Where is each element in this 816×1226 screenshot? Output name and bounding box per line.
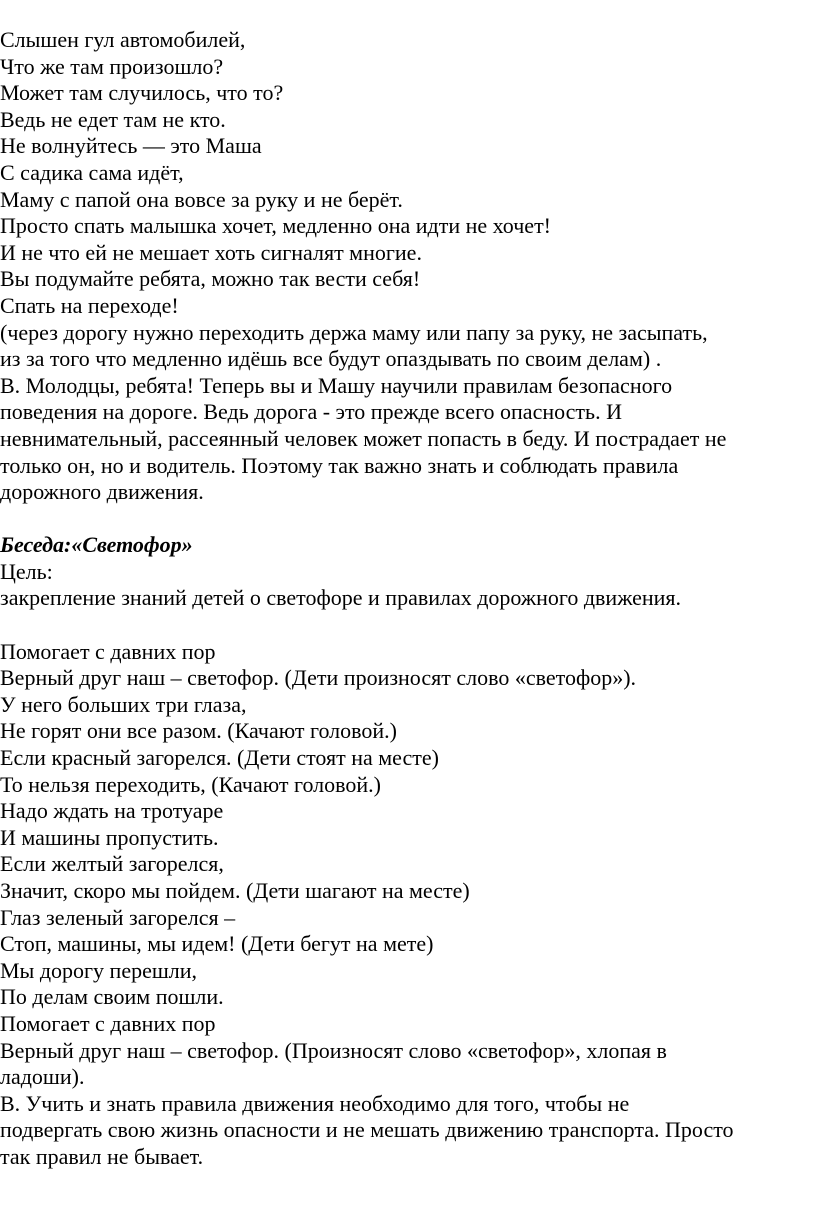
text-line: Вы подумайте ребята, можно так вести себя!	[0, 266, 421, 292]
text-line: Верный друг наш – светофор. (Дети произносят слово «светофор»).	[0, 665, 637, 691]
text-line: Не волнуйтесь — это Маша	[0, 133, 262, 159]
text-line: невнимательный, рассеянный человек может попасть в беду. И пострадает не	[0, 425, 727, 451]
text-line: подвергать свою жизнь опасности и не мешать движению транспорта. Просто	[0, 1117, 734, 1143]
text-line: У него больших три глаза,	[0, 691, 247, 717]
text-line: из за того что медленно идёшь все будут опаздывать по своим делам) .	[0, 346, 662, 372]
text-line: В. Молодцы, ребята! Теперь вы и Машу научили правилам безопасного	[0, 372, 673, 398]
blank-line	[0, 612, 816, 639]
text-line: Мы дорогу перешли,	[0, 957, 198, 983]
text-line: (через дорогу нужно переходить держа маму или папу за руку, не засыпать,	[0, 319, 708, 345]
section-svetofor	[0, 532, 816, 612]
poem-maria	[0, 27, 816, 506]
document-page	[0, 27, 816, 1171]
text-line: То нельзя переходить, (Качают головой.)	[0, 771, 381, 797]
section-heading: Беседа:«Светофор»	[0, 532, 193, 558]
blank-line	[0, 506, 816, 533]
text-line: Если красный загорелся. (Дети стоят на месте)	[0, 745, 439, 771]
text-line: Надо ждать на тротуаре	[0, 798, 224, 824]
text-line: дорожного движения.	[0, 479, 204, 505]
text-line: Если желтый загорелся,	[0, 851, 224, 877]
text-line: Стоп, машины, мы идем! (Дети бегут на мете)	[0, 931, 434, 957]
goal-label: Цель:	[0, 558, 53, 584]
text-line: Слышен гул автомобилей,	[0, 27, 246, 52]
text-line: Спать на переходе!	[0, 292, 179, 318]
text-line: Верный друг наш – светофор. (Произносят слово «светофор», хлопая в	[0, 1037, 667, 1063]
text-line: Не горят они все разом. (Качают головой.)	[0, 718, 397, 744]
text-line: Ведь не едет там не кто.	[0, 106, 226, 132]
text-line: так правил не бывает.	[0, 1143, 204, 1169]
text-line: Помогает с давних пор	[0, 638, 216, 664]
text-line: И не что ей не мешает хоть сигналят многие.	[0, 239, 422, 265]
text-line: Помогает с давних пор	[0, 1010, 216, 1036]
text-line: ладоши).	[0, 1064, 85, 1090]
text-line: Глаз зеленый загорелся –	[0, 904, 236, 930]
text-line: поведения на дороге. Ведь дорога - это прежде всего опасность. И	[0, 399, 622, 425]
text-line: В. Учить и знать правила движения необходимо для того, чтобы не	[0, 1090, 630, 1116]
goal-text: закрепление знаний детей о светофоре и правилах дорожного движения.	[0, 585, 682, 611]
poem-svetofor	[0, 639, 816, 1171]
text-line: С садика сама идёт,	[0, 159, 184, 185]
text-line: Значит, скоро мы пойдем. (Дети шагают на месте)	[0, 878, 470, 903]
text-line: И машины пропустить.	[0, 824, 219, 850]
text-line: Может там случилось, что то?	[0, 80, 284, 106]
text-line: Маму с папой она вовсе за руку и не берёт.	[0, 186, 403, 212]
text-line: Что же там произошло?	[0, 53, 224, 79]
text-line: только он, но и водитель. Поэтому так важно знать и соблюдать правила	[0, 452, 679, 478]
text-line: Просто спать малышка хочет, медленно она идти не хочет!	[0, 213, 552, 239]
text-line: По делам своим пошли.	[0, 984, 224, 1010]
